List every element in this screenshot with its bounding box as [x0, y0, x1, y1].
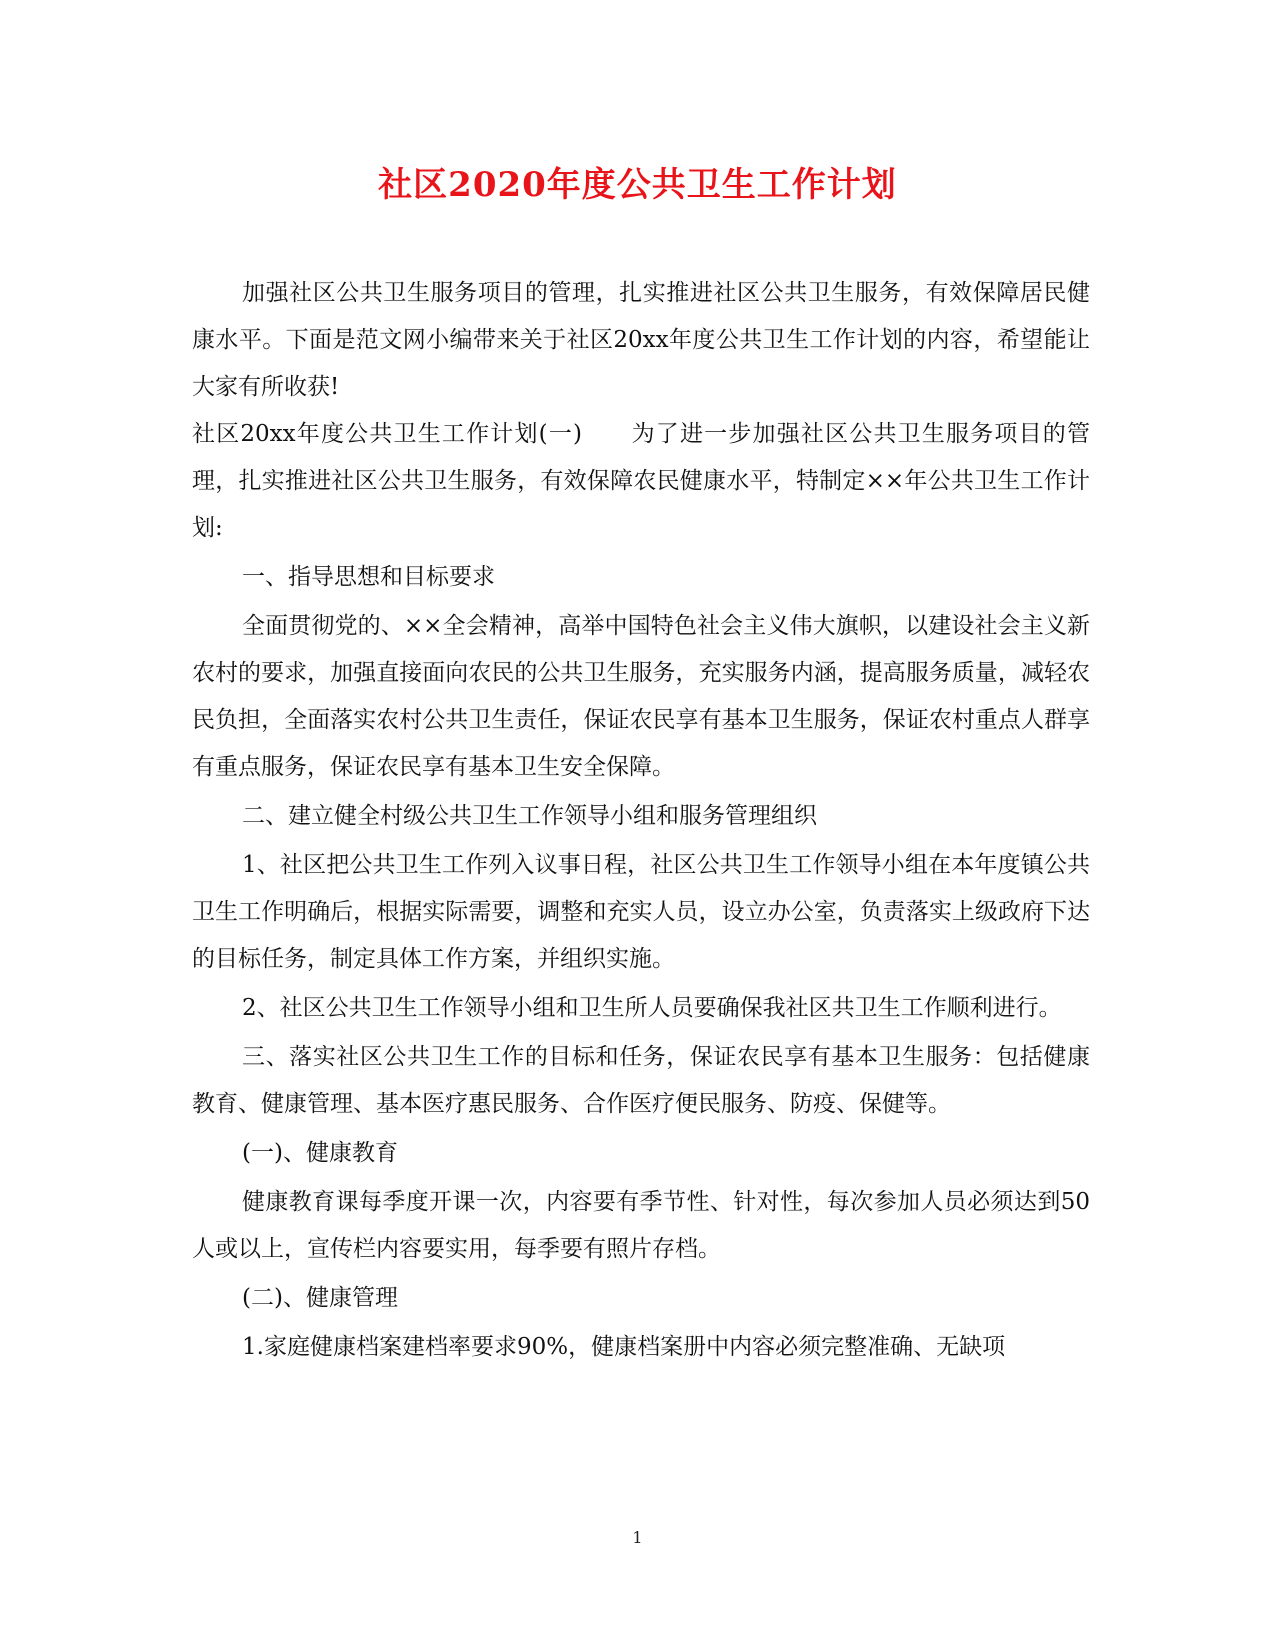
paragraph-plan-heading: 社区20xx年度公共卫生工作计划(一) 为了进一步加强社区公共卫生服务项目的管理，扎实推进社区公共卫生服务，有效保障农民健康水平，特制定××年公共卫生工作计划: — [192, 421, 1090, 541]
subsection-heading-health-management: (二)、健康管理 — [242, 1285, 398, 1311]
paragraph-guiding: 全面贯彻党的、××全会精神，高举中国特色社会主义伟大旗帜，以建设社会主义新农村的要求，加强直接面向农民的公共卫生服务，充实服务内涵，提高服务质量，减轻农民负担，全面落实农村公共卫生责任，保证农民享有基本卫生服务，保证农村重点人群享有重点服务，保证农民享有基本卫生安全保障。 — [192, 613, 1090, 780]
section-heading-2: 二、建立健全村级公共卫生工作领导小组和服务管理组织 — [242, 803, 817, 829]
page-number: 1 — [632, 1528, 643, 1547]
section-heading-3: 三、落实社区公共卫生工作的目标和任务，保证农民享有基本卫生服务：包括健康教育、健康管理、基本医疗惠民服务、合作医疗便民服务、防疫、保健等。 — [192, 1044, 1090, 1117]
paragraph-health-records: 1.家庭健康档案建档率要求90%，健康档案册中内容必须完整准确、无缺项 — [242, 1334, 1006, 1360]
document-title: 社区2020年度公共卫生工作计划 — [378, 165, 897, 205]
paragraph-item-2: 2、社区公共卫生工作领导小组和卫生所人员要确保我社区共卫生工作顺利进行。 — [242, 995, 1062, 1021]
subsection-heading-health-education: (一)、健康教育 — [242, 1140, 398, 1166]
paragraph-item-1: 1、社区把公共卫生工作列入议事日程，社区公共卫生工作领导小组在本年度镇公共卫生工作明确后，根据实际需要，调整和充实人员，设立办公室，负责落实上级政府下达的目标任务，制定具体工作方案，并组织实施。 — [192, 852, 1090, 972]
section-heading-1: 一、指导思想和目标要求 — [242, 564, 495, 590]
document-body — [192, 270, 1090, 1371]
paragraph-intro: 加强社区公共卫生服务项目的管理，扎实推进社区公共卫生服务，有效保障居民健康水平。下面是范文网小编带来关于社区20xx年度公共卫生工作计划的内容，希望能让大家有所收获! — [192, 280, 1090, 400]
paragraph-health-education: 健康教育课每季度开课一次，内容要有季节性、针对性，每次参加人员必须达到50人或以上，宣传栏内容要实用，每季要有照片存档。 — [192, 1189, 1090, 1262]
